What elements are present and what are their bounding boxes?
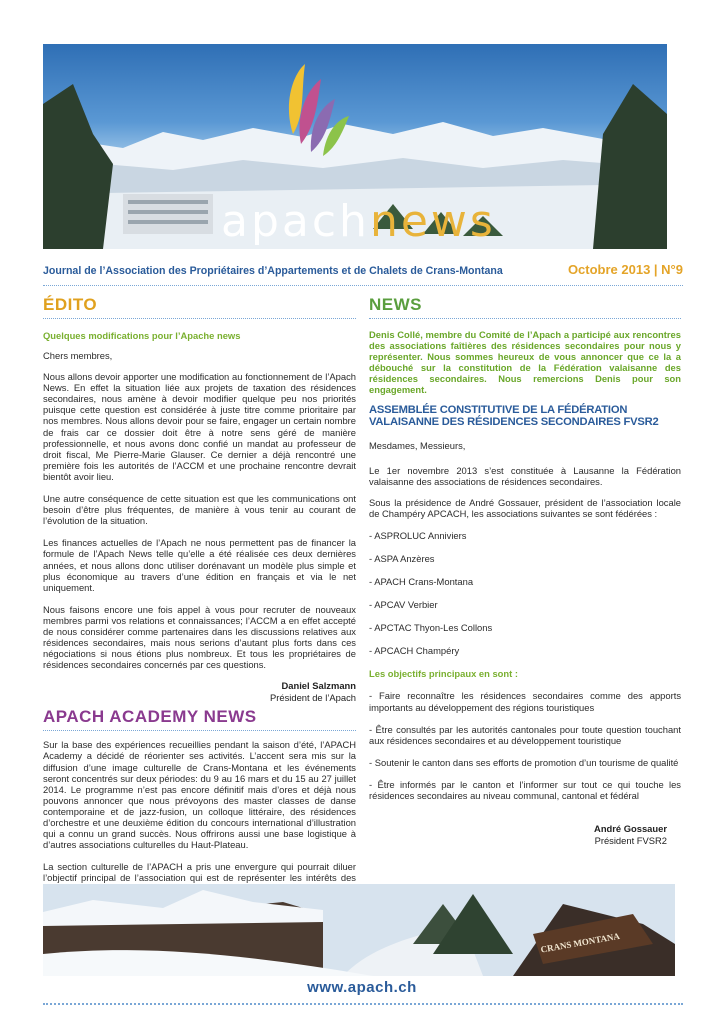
list-item: - APCACH Champéry (369, 645, 460, 657)
edito-divider (43, 318, 356, 319)
list-item: - Être informés par le canton et l’informer sur tout ce qui touche les résidences secondaires au niveau communal, cantonal et fédéral (369, 778, 681, 802)
academy-paragraph: Sur la base des expériences recueillies pendant la saison d’été, l’APACH Academy a décidé de réorienter ses activités. L’accent sera mis sur la diffusion d’une image culturelle de Crans-Montana et les événements seront concentrés sur deux périodes: du 9 au 16 mars et du 15 au 27 juillet 2014. Le programme n’est pas encore définitif mais d’ores et déjà nous pouvons annoncer que nous prévoyons des master classes de danse contemporaine et de jazz-fusion, un colloque littéraire, des résidences d’orchestre et une deuxième édition du concours international d’illustration qui a connu un grand succès. Nous offrirons aussi une base logistique à d’autres associations culturelles du Haut-Plateau. (43, 739, 356, 851)
edito-paragraph: Les finances actuelles de l’Apach ne nous permettent pas de financer la formule de l’Apach News telle qu’elle a été réalisée ces deux dernières années, et nous allons donc utiliser dorénavant un modèle plus simple et plus économique au travers d’une édition en français et via le net uniquement. (43, 537, 356, 593)
masthead (43, 262, 683, 282)
objectives-title: Les objectifs principaux en sont : (369, 668, 518, 680)
masthead-divider (43, 285, 683, 286)
news-title: NEWS (369, 295, 422, 314)
news-heading: ASSEMBLÉE CONSTITUTIVE DE LA FÉDÉRATION VALAISANNE DES RÉSIDENCES SECONDAIRES FVSR2 (369, 404, 659, 428)
edito-signature (43, 680, 356, 703)
list-item: - ASPROLUC Anniviers (369, 530, 467, 542)
edito-title: ÉDITO (43, 295, 98, 314)
right-column (369, 295, 681, 846)
news-signature (369, 823, 667, 846)
left-column (43, 295, 356, 928)
edito-greeting: Chers membres, (43, 350, 113, 361)
academy-divider (43, 730, 356, 731)
news-intro: Denis Collé, membre du Comité de l’Apach a participé aux rencontres des associations faîtières des résidences secondaires pour nous y représenter. Nous sommes heureux de vous annoncer que ce la a débouché sur la constitution de la Fédération valaisanne des résidences secondaires. Nous remercions Denis pour son engagement. (369, 329, 681, 395)
news-greeting: Mesdames, Messieurs, (369, 440, 466, 451)
footer-divider (43, 1003, 683, 1005)
list-item: - ASPA Anzères (369, 553, 435, 565)
list-item: - Soutenir le canton dans ses efforts de promotion d’un tourisme de qualité (369, 756, 679, 768)
journal-title: Journal de l’Association des Propriétaires d’Appartements et de Chalets de Crans-Montana (43, 265, 503, 277)
list-item: - APCAV Verbier (369, 599, 438, 611)
list-item: - Être consultés par les autorités cantonales pour toute question touchant aux résidences secondaires et au développement touristique (369, 723, 681, 746)
news-signature-role: Président FVSR2 (594, 834, 667, 846)
academy-paragraph: La section culturelle de l’APACH a pris une envergure qui pourrait diluer l’objectif principal de l’association qui est de représenter les intérêts des (43, 861, 356, 884)
edito-signature-role: Président de l’Apach (270, 691, 356, 703)
website-link[interactable]: www.apach.ch (307, 979, 417, 996)
apach-news-logo: apachnews (221, 196, 496, 247)
news-paragraph: Le 1er novembre 2013 s’est constituée à Lausanne la Fédération valaisanne des associations de résidences secondaires. (369, 465, 681, 488)
edito-paragraph: Nous faisons encore une fois appel à vous pour recruter de nouveaux membres parmi vos relations et connaissances; l’ACCM a en effet accepté de nous considérer comme partenaires dans les discussions relatives aux résidences secondaires, mais nous serions d’autant plus forts dans ces négociations si nous étions plus nombreux. Et tous les propriétaires de résidences secondaires concernés par ces questions. (43, 603, 356, 671)
edito-signature-name: Daniel Salzmann (281, 680, 356, 692)
list-item: - APACH Crans-Montana (369, 576, 474, 588)
list-item: - Faire reconnaître les résidences secondaires comme des apports importants au développement des régions touristiques (369, 690, 681, 713)
news-signature-name: André Gossauer (594, 823, 667, 835)
edito-subtitle: Quelques modifications pour l’Apache news (43, 330, 241, 341)
edito-paragraph: Nous allons devoir apporter une modification au fonctionnement de l’Apach News. En effet la situation liée aux projets de taxation des résidences secondaires, nous amène à devoir modifier quelque peu nos priorités puisque cette question est considérée à juste titre comme prioritaire par nos membres. Nous allons devoir pour se faire, engager un certain nombre de frais car ce dossier doit être à notre sens géré de manière professionnelle, et nous avons donc confié un mandat au professeur de droit fiscal, Me Pierre-Marie Glauser. Ce dernier a déjà rencontré une première fois les autorités de l’ACCM et une prochaine rencontre devrait bientôt avoir lieu. (43, 371, 356, 482)
snowy-village-image (43, 884, 675, 976)
crans-montana-sign: CRANS MONTANA (539, 930, 621, 955)
news-paragraph: Sous la présidence de André Gossauer, président de l’association locale de Champéry APCACH, les associations suivantes se sont fédérées : (369, 497, 681, 520)
edito-paragraph: Une autre conséquence de cette situation est que les communications ont besoin d’être plus fréquentes, de manière à vous tenir au courant de l’évolution de la situation. (43, 493, 356, 527)
header-banner (43, 44, 667, 249)
academy-title: APACH ACADEMY NEWS (43, 707, 257, 727)
news-divider (369, 318, 681, 319)
issue-label: Octobre 2013 | N°9 (567, 262, 683, 277)
list-item: - APCTAC Thyon-Les Collons (369, 622, 493, 634)
footer-winter-photo (43, 884, 675, 976)
